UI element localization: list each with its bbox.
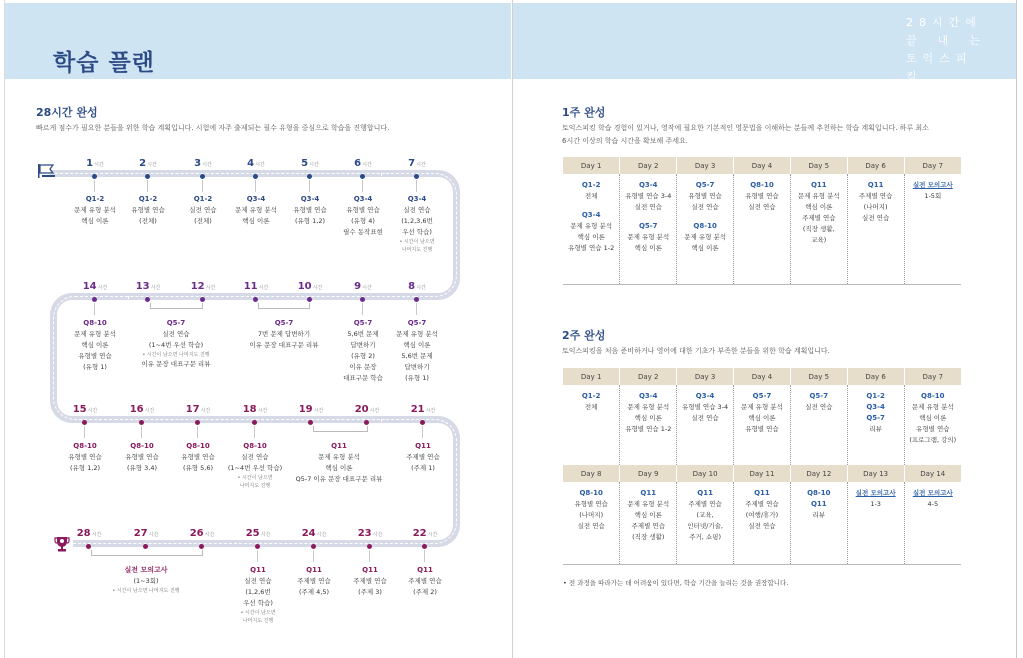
week2-header-day14: Day 14: [904, 465, 961, 482]
plan-item-hour-22: Q11 주제별 연습 (주제 2): [408, 566, 442, 596]
timeline-road-row1: [50, 170, 435, 177]
section-title-1week: 1주 완성: [562, 106, 606, 119]
plan-item-hour-2: Q1-2 유형별 연습 (전체): [131, 195, 165, 225]
week1-cell-day7: 실전 모의고사 1-5회: [904, 174, 961, 284]
week2-cell-day5: Q5-7 실전 연습: [790, 385, 847, 465]
plan-item-hour-28-26: 실전 모의고사 (1~3회) • 시간이 남으면 나머지도 진행: [112, 566, 180, 594]
plan-item-hour-24: Q11 주제별 연습 (주제 4,5): [297, 566, 331, 596]
week2-plan-table: [563, 368, 961, 565]
section-description-1week: 토익스피킹 학습 경험이 있거나, 영작에 필요한 기본적인 영문법을 이해하는 분들께 추천하는 학습 계획입니다. 하루 최소 6시간 이상의 학습 시간을 확보해 주세요.: [562, 124, 929, 145]
plan-item-hour-7: Q3-4 실전 연습 (1,2,3,6번 우선 학습) • 시간이 남으면 나머지도 진행: [399, 195, 435, 253]
week2-header-day9: Day 9: [620, 465, 677, 482]
timeline-road-row3: [115, 416, 415, 423]
week2-cell-day7: Q8-10 문제 유형 분석 핵심 이론 유형별 연습 (프로그램, 강의): [904, 385, 961, 465]
week2-header-day3: Day 3: [677, 368, 734, 385]
plan-item-hour-17: Q8-10 유형별 연습 (유형 5,6): [181, 442, 215, 472]
plan-item-hour-6: Q3-4 유형별 연습 (유형 4) 필수 동작표현: [343, 195, 383, 236]
week1-cell-day4: Q8-10 유형별 연습 실전 연습: [734, 174, 791, 284]
plan-item-hour-1: Q1-2 문제 유형 분석 핵심 이론: [74, 195, 116, 225]
plan-item-hour-8: Q5-7 문제 유형 분석 핵심 이론 5,6번 문제 답변하기 (유형 1): [396, 319, 438, 382]
week2-footnote: • 전 과정을 따라가는 데 어려움이 있다면, 학습 기간을 늘리는 것을 권장합니다.: [563, 579, 789, 587]
week2-cell-day12: Q8-10 Q11 리뷰: [790, 482, 847, 564]
page-title: 학습 플랜: [53, 50, 155, 76]
plan-item-hour-25: Q11 실전 연습 (1,2,6번 우선 학습) • 시간이 남으면 나머지도 진행: [240, 566, 276, 624]
week2-cell-day2: Q3-4 문제 유형 분석 핵심 이론 유형별 연습 1-2: [620, 385, 677, 465]
section-description-2week: 토익스피킹을 처음 준비하거나 영어에 대한 기초가 부족한 분들을 위한 학습 계획입니다.: [562, 347, 830, 355]
week1-header-day7: Day 7: [904, 157, 961, 174]
plan-item-hour-19-20: Q11 문제 유형 분석 핵심 이론 Q5-7 이유 문장 대표구문 리뷰: [295, 442, 383, 483]
plan-item-hour-14: Q8-10 문제 유형 분석 핵심 이론 유형별 연습 (유형 1): [74, 319, 116, 371]
week1-cell-day5: Q11 문제 유형 분석 핵심 이론 주제별 연습 (직장 생활, 교육): [790, 174, 847, 284]
week2-cell-day14: 실전 모의고사 4-5: [904, 482, 961, 564]
book-title: 28시간에 끝 내 는 토익스피킹: [906, 16, 986, 83]
week2-cell-day11: Q11 주제별 연습 (여행/휴가) 실전 연습: [734, 482, 791, 564]
bracket-11-10: [258, 303, 310, 309]
week2-header-day11: Day 11: [734, 465, 791, 482]
week2-cell-day3: Q3-4 유형별 연습 3-4 실전 연습: [677, 385, 734, 465]
week2-header-day7: Day 7: [904, 368, 961, 385]
plan-item-hour-4: Q3-4 문제 유형 분석 핵심 이론: [235, 195, 277, 225]
week2-header-day1: Day 1: [563, 368, 620, 385]
plan-item-hour-11-10: Q5-7 7번 문제 답변하기 이유 문장 대표구문 리뷰: [249, 319, 319, 349]
plan-item-hour-13-12: Q5-7 실전 연습 (1~4번 우선 학습) • 시간이 남으면 나머지도 진행 이유 문장 대표구문 리뷰: [141, 319, 211, 368]
week2-header-day6: Day 6: [847, 368, 904, 385]
bracket-13-12: [150, 303, 203, 309]
week1-cell-day2: Q3-4 유형별 연습 3-4 실전 연습 Q5-7 문제 유형 분석 핵심 이론: [620, 174, 677, 284]
week1-plan-table: [563, 157, 961, 285]
plan-item-hour-18: Q8-10 실전 연습 (1~4번 우선 학습) • 시간이 남으면 나머지도 진행: [227, 442, 283, 489]
bracket-19-20: [313, 426, 368, 432]
right-page: [512, 0, 1017, 658]
week2-header-day13: Day 13: [847, 465, 904, 482]
plan-item-hour-5: Q3-4 유형별 연습 (유형 1,2): [293, 195, 327, 225]
section-description-28h: 빠르게 점수가 필요한 분들을 위한 학습 계획입니다. 시험에 자주 출제되는 필수 유형을 중심으로 학습을 진행합니다.: [36, 124, 390, 132]
plan-item-hour-23: Q11 주제별 연습 (주제 3): [353, 566, 387, 596]
week2-header-day2: Day 2: [620, 368, 677, 385]
week1-header-day6: Day 6: [847, 157, 904, 174]
week2-header-day8: Day 8: [563, 465, 620, 482]
week1-cell-day1: Q1-2 전체 Q3-4 문제 유형 분석 핵심 이론 유형별 연습 1-2: [563, 174, 620, 284]
week2-cell-day9: Q11 문제 유형 분석 핵심 이론 주제별 연습 (직장 생활): [620, 482, 677, 564]
plan-item-hour-9: Q5-7 5,6번 문제 답변하기 (유형 2) 이유 문장 대표구문 학습: [343, 319, 383, 382]
week2-header-day12: Day 12: [790, 465, 847, 482]
week1-cell-day3: Q5-7 유형별 연습 실전 연습 Q8-10 문제 유형 분석 핵심 이론: [677, 174, 734, 284]
plan-item-hour-16: Q8-10 유형별 연습 (유형 3,4): [125, 442, 159, 472]
plan-item-hour-3: Q1-2 실전 연습 (전체): [189, 195, 217, 225]
week2-cell-day13: 실전 모의고사 1-3: [847, 482, 904, 564]
plan-item-hour-15: Q8-10 유형별 연습 (유형 1,2): [68, 442, 102, 472]
bracket-28-26: [91, 550, 203, 556]
week2-cell-day8: Q8-10 유형별 연습 (나머지) 실전 연습: [563, 482, 620, 564]
section-title-28h: 28시간 완성: [36, 106, 98, 119]
week2-cell-day1: Q1-2 전체: [581, 392, 601, 411]
week2-header-day5: Day 5: [790, 368, 847, 385]
section-title-2week: 2주 완성: [562, 329, 606, 342]
left-page: 학습 플랜 28시간 완성 빠르게 점수가 필요한 분들을 위한 학습 계획입니다. 시험에 자주 출제되는 필수 유형을 중심으로 학습을 진행합니다. 1시간 2시간 3시간 4시간 5시간 6시간 7시간 Q1-2 문제 유형 분석 핵심 이론 Q1-2 유형별 연습 (전체) Q1-2 실전 연습 (전체) Q3-4 문제 유형 분석 핵심 이론 Q3-4 유형별 연습 (유형 1,2) Q3-4 유형별 연습 (유형 4) 필수 동작표현 Q3-4 실전 연습 (1,2,3,6번 우선 학습) • 시간이 남으면 나머지도 진행 14시간 13시간 12시간 11시간 10시간 9시간 8시간 Q8-10 문제 유형 분석 핵심 이론 유형별 연습 (유형 1) Q5-7 실전 연습 (1~4번 우선 학습) • 시간이 남으면 나머지도 진행 이유 문장 대표구문 리뷰 Q5-7 7번 문제 답변하기 이유 문장 대표구문 리뷰 Q5-7 5,6번 문제 답변하기 (유형 2) 이유 문장 대표구문 학습 Q5-7 문제 유형 분석 핵심 이론 5,6번 문제 답변하기 (유형 1) 15시간 16시간 17시간 18시간 19시간 20시간 21시간 Q8-10 유형별 연습 (유형 1,2) Q8-10 유형별 연습 (유형 3,4) Q8-10 유형별 연습 (유형 5,6) Q8-10 실전 연습 (1~4번 우선 학습) • 시간이 남으면 나머지도 진행 Q11 문제 유형 분석 핵심 이론 Q5-7 이유 문장 대표구문 리뷰 Q11 주제별 연습 (주제 1) 28시간 27시간 26시간 25시간 24시간 23시간 22시간 실전 모의고사 (1~3회) • 시간이 남으면 나머지도 진행 Q11 실전 연습 (1,2,6번 우선 학습) • 시간이 남으면 나머지도 진행 Q11 주제별 연습 (주제 4,5) Q11 주제별 연습 (주제 3) Q11 주제별 연습 (주제 2): [4, 0, 511, 658]
plan-item-hour-21: Q11 주제별 연습 (주제 1): [406, 442, 440, 472]
week2-cell-day6: Q1-2 Q3-4 Q5-7 리뷰: [847, 385, 904, 465]
week1-header-day1: Day 1: [563, 157, 620, 174]
week1-header-day3: Day 3: [677, 157, 734, 174]
week1-cell-day6: Q11 주제별 연습 (나머지) 실전 연습: [847, 174, 904, 284]
week1-header-day5: Day 5: [790, 157, 847, 174]
week2-header-day10: Day 10: [677, 465, 734, 482]
flag-icon: [37, 163, 57, 183]
week1-header-day2: Day 2: [620, 157, 677, 174]
week1-header-day4: Day 4: [734, 157, 791, 174]
week2-cell-day10: Q11 주제별 연습 (교육, 인터넷/기술, 주거, 쇼핑): [677, 482, 734, 564]
week2-header-day4: Day 4: [734, 368, 791, 385]
week2-cell-day4: Q5-7 문제 유형 분석 핵심 이론 유형별 연습: [734, 385, 791, 465]
